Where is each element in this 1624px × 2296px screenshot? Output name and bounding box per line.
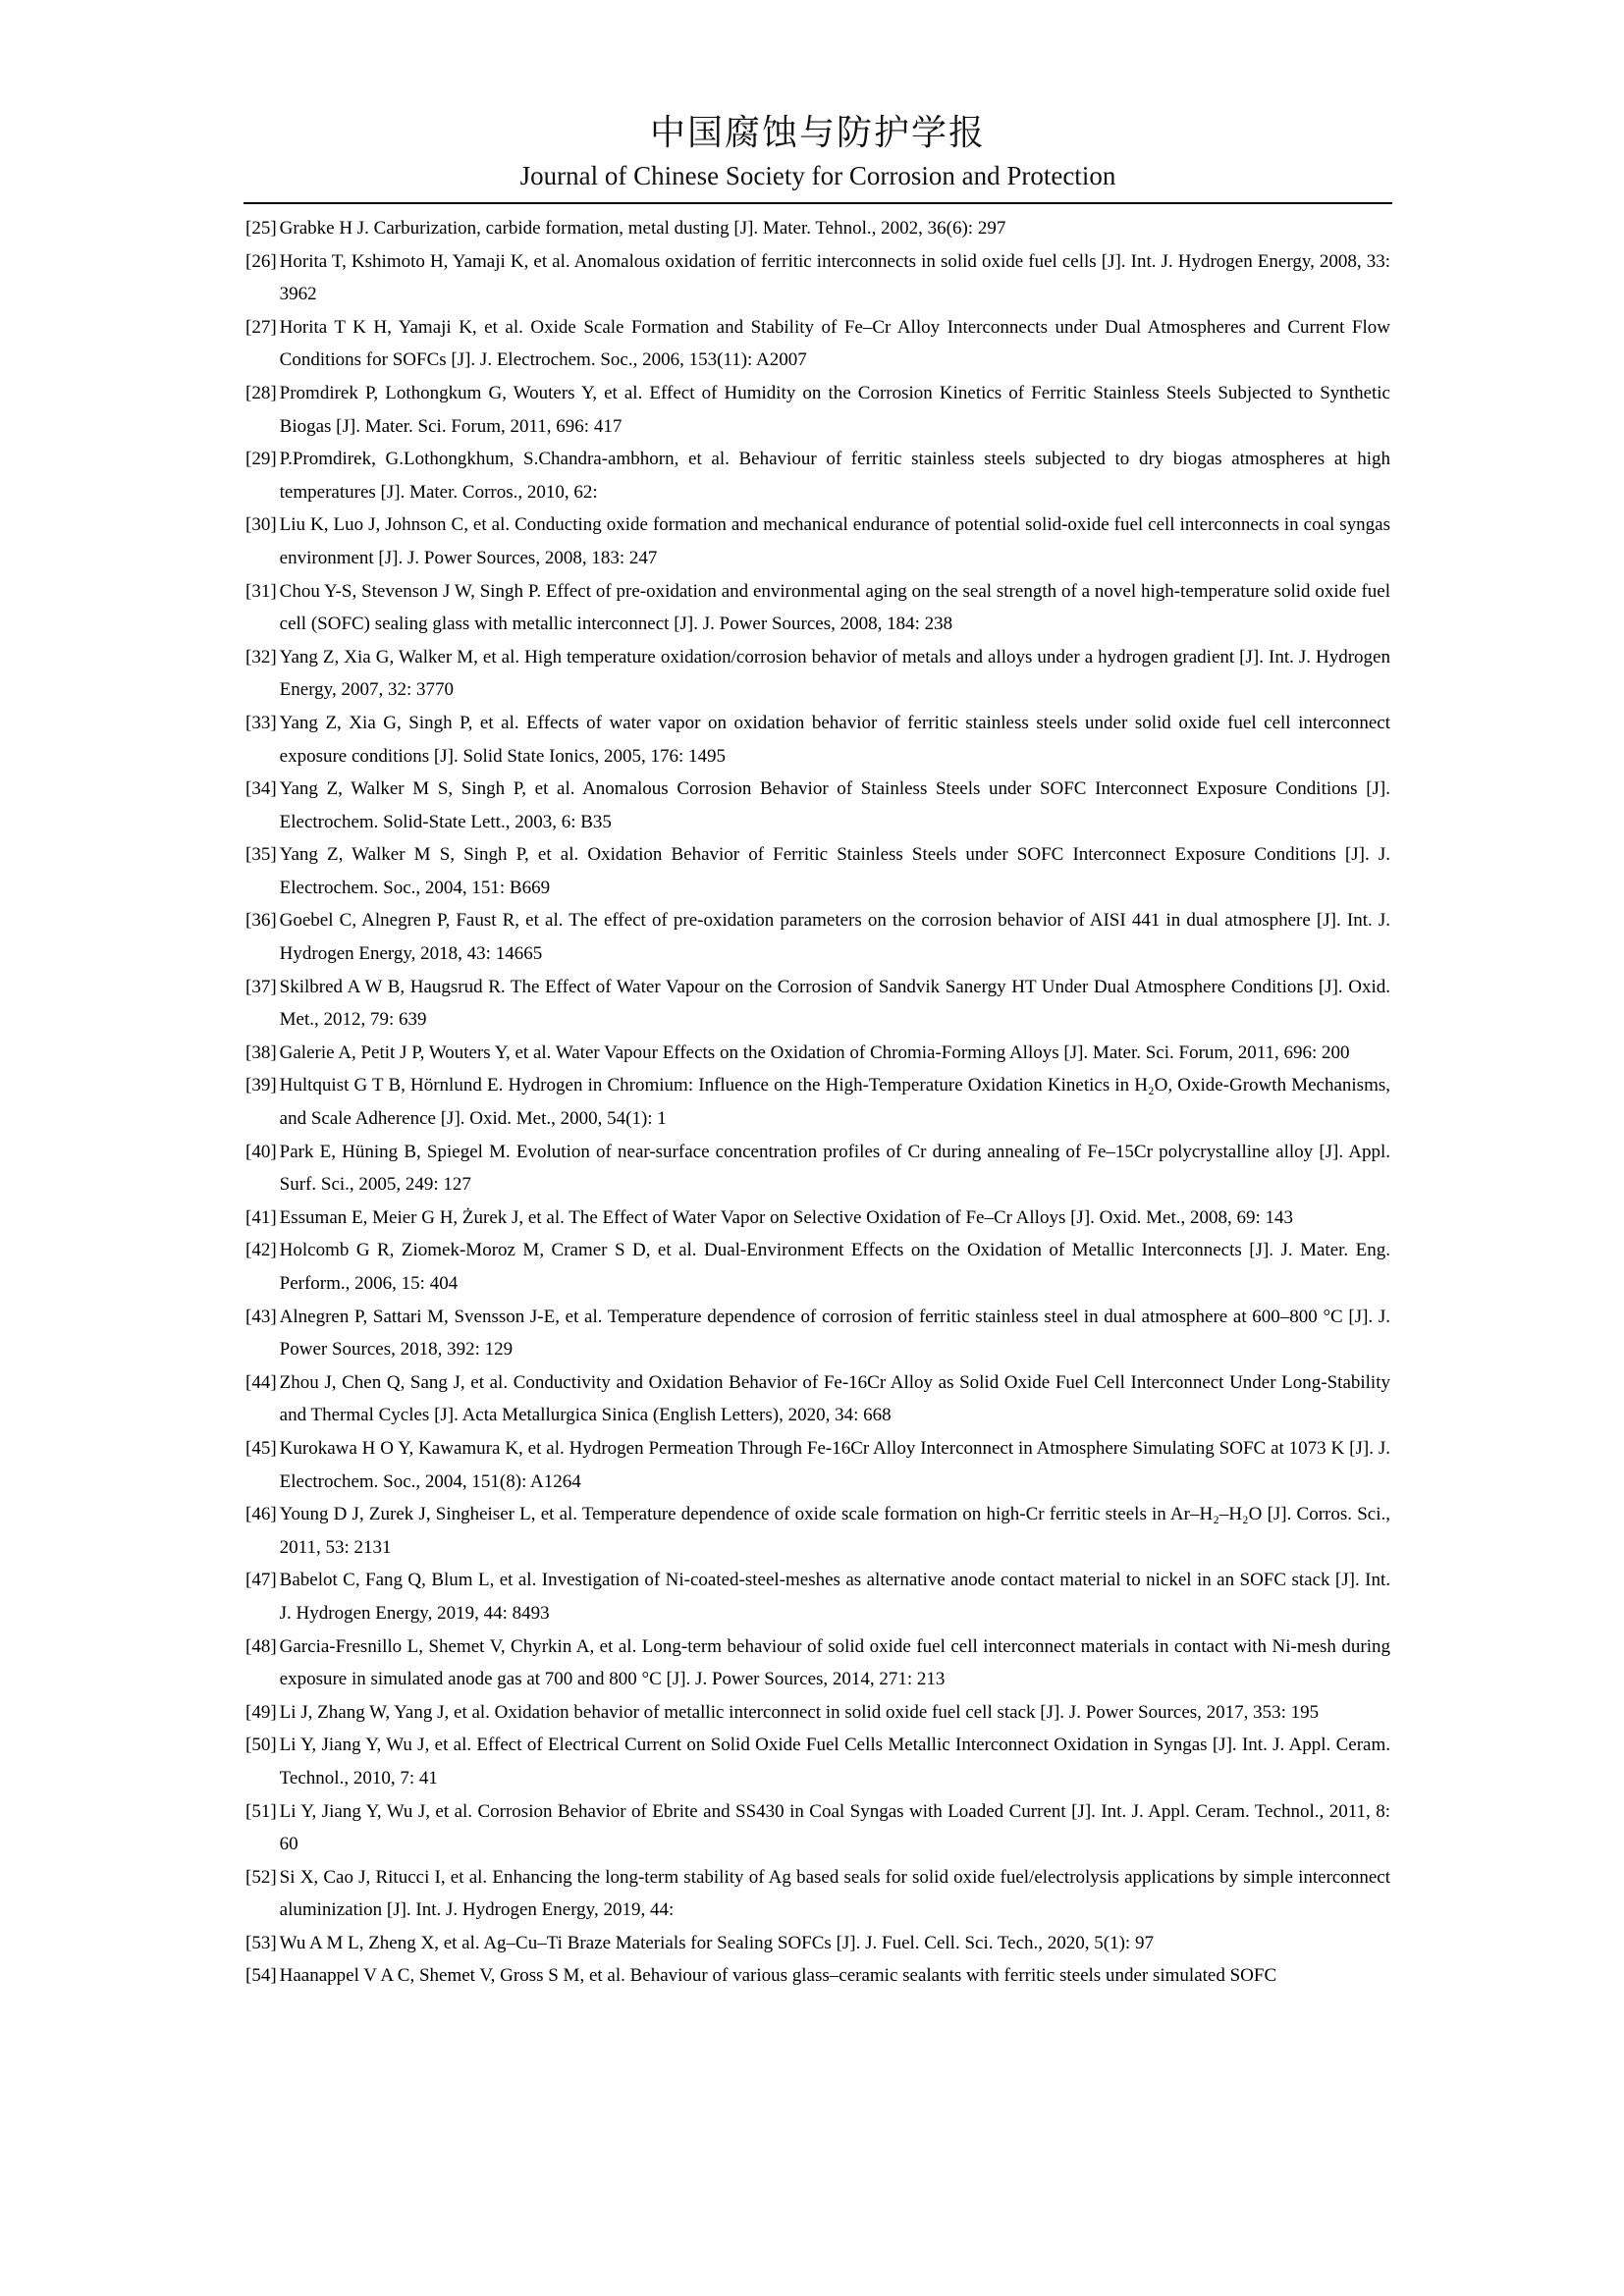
reference-number: [47] — [245, 1570, 277, 1591]
reference-number: [50] — [245, 1735, 277, 1756]
journal-header — [244, 110, 1392, 192]
reference-text: Galerie A, Petit J P, Wouters Y, et al. Water Vapour Effects on the Oxidation of Chromia-Forming Alloys [J]. Mater. Sci. Forum, 2011, 696: 200 — [279, 1041, 1350, 1063]
reference-item — [245, 838, 1390, 904]
reference-item — [245, 971, 1390, 1037]
reference-text: Si X, Cao J, Ritucci I, et al. Enhancing the long-term stability of Ag based seals for solid oxide fuel/electrolysis applications by simple interconnect aluminization [J]. Int. J. Hydrogen Energy, 2019, 44: — [279, 1866, 1390, 1921]
reference-item — [245, 1795, 1390, 1861]
reference-number: [27] — [245, 316, 277, 338]
reference-text: Grabke H J. Carburization, carbide formation, metal dusting [J]. Mater. Tehnol., 2002, 36(6): 297 — [279, 218, 1006, 239]
journal-title-english: Journal of Chinese Society for Corrosion and Protection — [519, 161, 1116, 190]
reference-number: [33] — [245, 712, 277, 733]
reference-number: [31] — [245, 580, 277, 602]
reference-item — [245, 245, 1390, 311]
reference-number: [36] — [245, 910, 277, 932]
reference-number: [32] — [245, 646, 277, 667]
reference-text: Yang Z, Walker M S, Singh P, et al. Oxidation Behavior of Ferritic Stainless Steels under SOFC Interconnect Exposure Conditions [J]. J. Electrochem. Soc., 2004, 151: B669 — [279, 844, 1390, 898]
reference-text: Liu K, Luo J, Johnson C, et al. Conducting oxide formation and mechanical endurance of potential solid-oxide fuel cell interconnects in coal syngas environment [J]. J. Power Sources, 2008, 183: 247 — [279, 514, 1390, 568]
reference-item — [245, 212, 1390, 245]
reference-number: [38] — [245, 1041, 277, 1063]
reference-number: [51] — [245, 1800, 277, 1822]
reference-item — [245, 377, 1390, 443]
reference-text: Horita T, Kshimoto H, Yamaji K, et al. Anomalous oxidation of ferritic interconnects in solid oxide fuel cells [J]. Int. J. Hydrogen Energy, 2008, 33: 3962 — [279, 250, 1390, 305]
reference-text: Yang Z, Walker M S, Singh P, et al. Anomalous Corrosion Behavior of Stainless Steels under SOFC Interconnect Exposure Conditions [J]. Electrochem. Solid-State Lett., 2003, 6: B35 — [279, 778, 1390, 832]
reference-text: Li Y, Jiang Y, Wu J, et al. Effect of Electrical Current on Solid Oxide Fuel Cells Metallic Interconnect Oxidation in Syngas [J]. Int. J. Appl. Ceram. Technol., 2010, 7: 41 — [279, 1735, 1390, 1789]
reference-number: [34] — [245, 778, 277, 800]
reference-number: [52] — [245, 1866, 277, 1888]
reference-item — [245, 641, 1390, 707]
reference-text: Zhou J, Chen Q, Sang J, et al. Conductivity and Oxidation Behavior of Fe-16Cr Alloy as Solid Oxide Fuel Cell Interconnect Under Long-Stability and Thermal Cycles [J]. Acta Metallurgica Sinica (English Letters), 2020, 34: 668 — [279, 1371, 1390, 1426]
reference-number: [29] — [245, 449, 277, 470]
reference-text: Wu A M L, Zheng X, et al. Ag–Cu–Ti Braze Materials for Sealing SOFCs [J]. J. Fuel. Cell. Sci. Tech., 2020, 5(1): 97 — [279, 1932, 1154, 1953]
reference-number: [40] — [245, 1141, 277, 1162]
reference-item — [245, 1861, 1390, 1927]
reference-text: Garcia-Fresnillo L, Shemet V, Chyrkin A, et al. Long-term behaviour of solid oxide fuel cell interconnect materials in contact with Ni-mesh during exposure in simulated anode gas at 700 and 800 °C [J]. J. Power Sources, 2014, 271: 213 — [279, 1635, 1390, 1690]
reference-text: Yang Z, Xia G, Walker M, et al. High temperature oxidation/corrosion behavior of metals and alloys under a hydrogen gradient [J]. Int. J. Hydrogen Energy, 2007, 32: 3770 — [279, 646, 1390, 701]
reference-item — [245, 1069, 1390, 1135]
reference-item — [245, 1234, 1390, 1300]
reference-number: [44] — [245, 1371, 277, 1393]
reference-item — [245, 311, 1390, 377]
reference-item — [245, 1696, 1390, 1730]
reference-item — [245, 443, 1390, 508]
reference-number: [30] — [245, 514, 277, 536]
reference-item — [245, 575, 1390, 641]
reference-item — [245, 1498, 1390, 1564]
reference-item — [245, 1564, 1390, 1629]
reference-number: [39] — [245, 1075, 277, 1096]
reference-item — [245, 1927, 1390, 1960]
header-divider — [244, 202, 1392, 204]
reference-item — [245, 1201, 1390, 1235]
reference-text: P.Promdirek, G.Lothongkhum, S.Chandra-ambhorn, et al. Behaviour of ferritic stainless steels subjected to dry biogas atmospheres at high temperatures [J]. Mater. Corros., 2010, 62: — [279, 449, 1390, 503]
journal-title-chinese: 中国腐蚀与防护学报 — [649, 113, 986, 153]
reference-number: [48] — [245, 1635, 277, 1657]
reference-text: Essuman E, Meier G H, Żurek J, et al. The Effect of Water Vapor on Selective Oxidation of Fe–Cr Alloys [J]. Oxid. Met., 2008, 69: 143 — [279, 1206, 1294, 1228]
reference-text: Li J, Zhang W, Yang J, et al. Oxidation behavior of metallic interconnect in solid oxide fuel cell stack [J]. J. Power Sources, 2017, 353: 195 — [279, 1701, 1320, 1723]
reference-number: [26] — [245, 250, 277, 272]
reference-text: Hultquist G T B, Hörnlund E. Hydrogen in Chromium: Influence on the High-Temperature Oxidation Kinetics in H₂O, Oxide-Growth Mechanisms, and Scale Adherence [J]. Oxid. Met., 2000, 54(1): 1 — [279, 1075, 1390, 1130]
reference-item — [245, 1366, 1390, 1432]
reference-number: [25] — [245, 218, 277, 239]
reference-text: Park E, Hüning B, Spiegel M. Evolution of near-surface concentration profiles of Cr during annealing of Fe–15Cr polycrystalline alloy [J]. Appl. Surf. Sci., 2005, 249: 127 — [279, 1141, 1390, 1196]
reference-item — [245, 904, 1390, 970]
reference-number: [41] — [245, 1206, 277, 1228]
reference-item — [245, 1301, 1390, 1366]
reference-text: Horita T K H, Yamaji K, et al. Oxide Scale Formation and Stability of Fe–Cr Alloy Interconnects under Dual Atmospheres and Current Flow Conditions for SOFCs [J]. J. Electrochem. Soc., 2006, 153(11): A2007 — [279, 316, 1390, 371]
reference-text: Yang Z, Xia G, Singh P, et al. Effects of water vapor on oxidation behavior of ferritic stainless steels under solid oxide fuel cell interconnect exposure conditions [J]. Solid State Ionics, 2005, 176: 1495 — [279, 712, 1390, 767]
reference-item — [245, 1136, 1390, 1201]
reference-item — [245, 1037, 1390, 1070]
reference-text: Babelot C, Fang Q, Blum L, et al. Investigation of Ni-coated-steel-meshes as alternative anode contact material to nickel in an SOFC stack [J]. Int. J. Hydrogen Energy, 2019, 44: 8493 — [279, 1570, 1390, 1624]
reference-text: Skilbred A W B, Haugsrud R. The Effect of Water Vapour on the Corrosion of Sandvik Sanergy HT Under Dual Atmosphere Conditions [J]. Oxid. Met., 2012, 79: 639 — [279, 976, 1390, 1031]
reference-item — [245, 1432, 1390, 1498]
reference-item — [245, 1630, 1390, 1696]
reference-number: [49] — [245, 1701, 277, 1723]
reference-number: [54] — [245, 1965, 277, 1987]
reference-item — [245, 1729, 1390, 1794]
reference-list — [245, 212, 1390, 1993]
reference-number: [53] — [245, 1932, 277, 1953]
reference-text: Promdirek P, Lothongkum G, Wouters Y, et al. Effect of Humidity on the Corrosion Kinetics of Ferritic Stainless Steels Subjected to Synthetic Biogas [J]. Mater. Sci. Forum, 2011, 696: 417 — [279, 382, 1390, 437]
reference-number: [46] — [245, 1504, 277, 1525]
reference-text: Kurokawa H O Y, Kawamura K, et al. Hydrogen Permeation Through Fe-16Cr Alloy Interconnect in Atmosphere Simulating SOFC at 1073 K [J]. J. Electrochem. Soc., 2004, 151(8): A1264 — [279, 1437, 1390, 1492]
reference-number: [43] — [245, 1306, 277, 1327]
reference-number: [28] — [245, 382, 277, 403]
reference-text: Young D J, Zurek J, Singheiser L, et al. Temperature dependence of oxide scale formation on high-Cr ferritic steels in Ar–H₂–H₂O [J]. Corros. Sci., 2011, 53: 2131 — [279, 1504, 1390, 1558]
reference-number: [45] — [245, 1437, 277, 1459]
reference-text: Haanappel V A C, Shemet V, Gross S M, et al. Behaviour of various glass–ceramic sealants with ferritic steels under simulated SOFC — [279, 1965, 1277, 1987]
reference-text: Chou Y-S, Stevenson J W, Singh P. Effect of pre-oxidation and environmental aging on the seal strength of a novel high-temperature solid oxide fuel cell (SOFC) sealing glass with metallic interconnect [J]. J. Power Sources, 2008, 184: 238 — [279, 580, 1390, 635]
reference-item — [245, 707, 1390, 773]
reference-text: Holcomb G R, Ziomek-Moroz M, Cramer S D, et al. Dual-Environment Effects on the Oxidation of Metallic Interconnects [J]. J. Mater. Eng. Perform., 2006, 15: 404 — [279, 1240, 1390, 1294]
reference-item — [245, 1959, 1390, 1993]
reference-number: [35] — [245, 844, 277, 866]
reference-text: Goebel C, Alnegren P, Faust R, et al. The effect of pre-oxidation parameters on the corrosion behavior of AISI 441 in dual atmosphere [J]. Int. J. Hydrogen Energy, 2018, 43: 14665 — [279, 910, 1390, 965]
reference-text: Li Y, Jiang Y, Wu J, et al. Corrosion Behavior of Ebrite and SS430 in Coal Syngas with Loaded Current [J]. Int. J. Appl. Ceram. Technol., 2011, 8: 60 — [279, 1800, 1390, 1855]
reference-text: Alnegren P, Sattari M, Svensson J-E, et al. Temperature dependence of corrosion of ferritic stainless steel in dual atmosphere at 600–800 °C [J]. J. Power Sources, 2018, 392: 129 — [279, 1306, 1390, 1361]
reference-item — [245, 508, 1390, 574]
reference-number: [42] — [245, 1240, 277, 1261]
reference-item — [245, 773, 1390, 838]
reference-number: [37] — [245, 976, 277, 997]
